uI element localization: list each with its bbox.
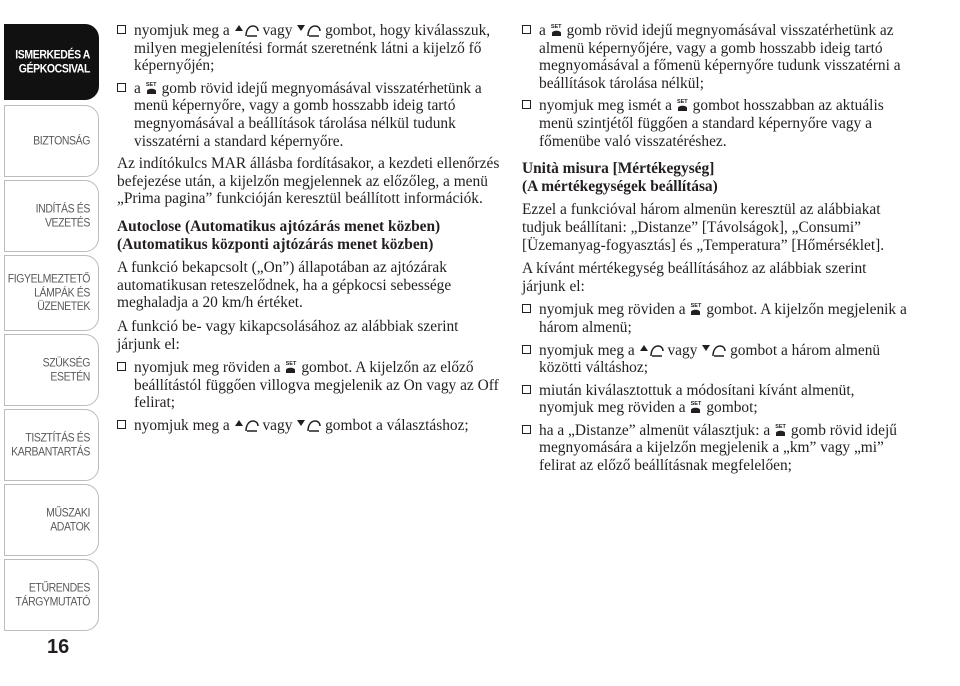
tab-muszaki[interactable]: [4, 484, 99, 556]
list-item: [117, 22, 501, 75]
list-item: [522, 97, 910, 150]
down-arrow-icon: [296, 22, 321, 37]
text: a: [134, 79, 141, 97]
tab-szukseg[interactable]: [4, 334, 99, 406]
chapter-tabs: [0, 0, 103, 686]
set-icon-label: SET: [285, 361, 297, 368]
set-icon-label: SET: [690, 303, 702, 310]
text: gombot. A kijelzőn megjelenik a három almenü;: [539, 301, 907, 336]
text: a: [539, 22, 546, 39]
text: vagy: [262, 416, 293, 434]
text: gombot a három almenü közötti váltáshoz;: [539, 341, 881, 377]
tab-label: MŰSZAKI ADATOK: [46, 506, 90, 534]
tab-label: BIZTONSÁG: [33, 134, 90, 148]
list-item: [117, 80, 501, 150]
text: gombot, hogy kiválasszuk, milyen megjelenítési formát szeretnénk látni a kijelző fő képernyőjén;: [134, 22, 491, 75]
set-button-icon: [774, 424, 787, 437]
tab-ismerkedes[interactable]: [4, 24, 99, 100]
text: nyomjuk meg a: [539, 341, 635, 359]
list-item: [522, 382, 910, 417]
set-button-icon: [676, 99, 689, 112]
list-item: [522, 422, 910, 475]
set-button-icon: [284, 361, 297, 374]
tab-inditas[interactable]: [4, 180, 99, 252]
text: gombot;: [706, 399, 758, 417]
tab-label: INDÍTÁS ÉS VEZETÉS: [35, 202, 90, 230]
tab-label: SZÜKSÉG ESETÉN: [42, 356, 90, 384]
up-arrow-icon: [639, 342, 664, 357]
paragraph: A kívánt mértékegység beállításához az alábbiak szerint járjunk el:: [522, 260, 867, 295]
section-heading: [117, 218, 501, 253]
tab-label: ISMERKEDÉS A GÉPKOCSIVAL: [15, 48, 90, 76]
text: miután kiválasztottuk a módosítani kívánt almenüt, nyomjuk meg röviden a: [539, 381, 855, 417]
down-arrow-icon: [701, 342, 726, 357]
set-icon-label: SET: [550, 24, 562, 30]
section-heading: [522, 160, 910, 195]
set-icon-label: SET: [145, 81, 157, 88]
set-icon-label: SET: [775, 423, 786, 430]
text: gomb rövid idejű megnyomására a kijelzőn megjelenik a „km” vagy „mi” felirat az előző beállításnak megfelelően;: [539, 421, 897, 475]
up-arrow-icon: [234, 22, 259, 37]
text: vagy: [667, 341, 698, 359]
set-icon-label: SET: [690, 401, 702, 408]
list-item: [522, 342, 910, 377]
heading-line: Unità misura [Mértékegység]: [522, 160, 715, 178]
text: nyomjuk meg a: [134, 416, 230, 434]
tab-label: FIGYELMEZTETŐ LÁMPÁK ÉS ÜZENETEK: [7, 272, 90, 314]
right-column: [522, 22, 910, 480]
paragraph: A funkció be- vagy kikapcsolásához az alábbiak szerint járjunk el:: [117, 317, 459, 353]
set-button-icon: [145, 82, 158, 95]
tab-tisztitas[interactable]: [4, 409, 99, 481]
set-button-icon: [689, 401, 702, 414]
text: ha a „Distanze” almenüt választjuk: a: [539, 421, 771, 439]
heading-line: (Automatikus központi ajtózárás menet közben): [117, 235, 434, 253]
tab-label: ETŰRENDES TÁRGYMUTATÓ: [15, 581, 90, 609]
set-icon-label: SET: [676, 99, 688, 106]
paragraph: Az indítókulcs MAR állásba fordításakor, a kezdeti ellenőrzés befejezése után, a kijelzőn megjelennek az előzőleg, a menü „Prima pagina” funkcióján keresztül beállított információk.: [117, 155, 500, 208]
set-button-icon: [689, 303, 702, 316]
text: nyomjuk meg ismét a: [539, 97, 672, 115]
text: gomb rövid idejű megnyomásával visszatérhetünk a menü képernyőre, vagy a gomb hosszabb ideig tartó megnyomásával a beállítások tárolása nélkül tudunk visszatérni a standard képernyőre.: [134, 79, 482, 150]
list-item: [117, 417, 501, 435]
text: gombot hosszabban az aktuális menü szintjétől függően a standard képernyőre vagy a főmenübe való visszatéréshez.: [539, 97, 884, 150]
tab-label: TISZTÍTÁS ÉS KARBANTARTÁS: [11, 431, 90, 459]
text: nyomjuk meg röviden a: [539, 301, 686, 319]
list-item: [117, 359, 501, 412]
text: vagy: [262, 22, 293, 39]
list-item: [522, 22, 910, 92]
heading-line: (A mértékegységek beállítása): [522, 177, 718, 195]
heading-line: Autoclose (Automatikus ajtózárás menet közben): [117, 217, 441, 235]
paragraph: A funkció bekapcsolt („On”) állapotában az ajtózárak automatikusan reteszelődnek, ha a gépkocsi sebessége meghaladja a 20 km/h értéket.: [117, 259, 452, 312]
text: gomb rövid idejű megnyomásával visszatérhetünk az almenü képernyőjére, vagy a gomb hosszabb ideig tartó megnyomásával a főmenü képernyőre tudunk visszatérni a beállítások tárolása nélkül;: [539, 22, 901, 92]
list-item: [522, 301, 910, 336]
text: nyomjuk meg röviden a: [134, 359, 281, 377]
tab-targymutato[interactable]: [4, 559, 99, 631]
text: gombot. A kijelzőn az előző beállítástól függően villogva megjelenik az On vagy az Off felirat;: [134, 359, 499, 412]
paragraph: Ezzel a funkcióval három almenün keresztül az alábbiakat tudjuk beállítani: „Distanze” [Távolságok], „Consumi” [Üzemanyag-fogyasztás] és „Temperatura” [Hőmérséklet].: [522, 201, 885, 254]
tab-biztonsag[interactable]: [4, 105, 99, 177]
tab-figyelmezteto[interactable]: [4, 255, 99, 331]
set-button-icon: [550, 24, 563, 37]
page-number: 16: [47, 636, 70, 658]
down-arrow-icon: [296, 417, 321, 432]
up-arrow-icon: [234, 417, 259, 432]
text: gombot a választáshoz;: [325, 416, 469, 434]
text: nyomjuk meg a: [134, 22, 230, 39]
left-column: [117, 22, 501, 439]
